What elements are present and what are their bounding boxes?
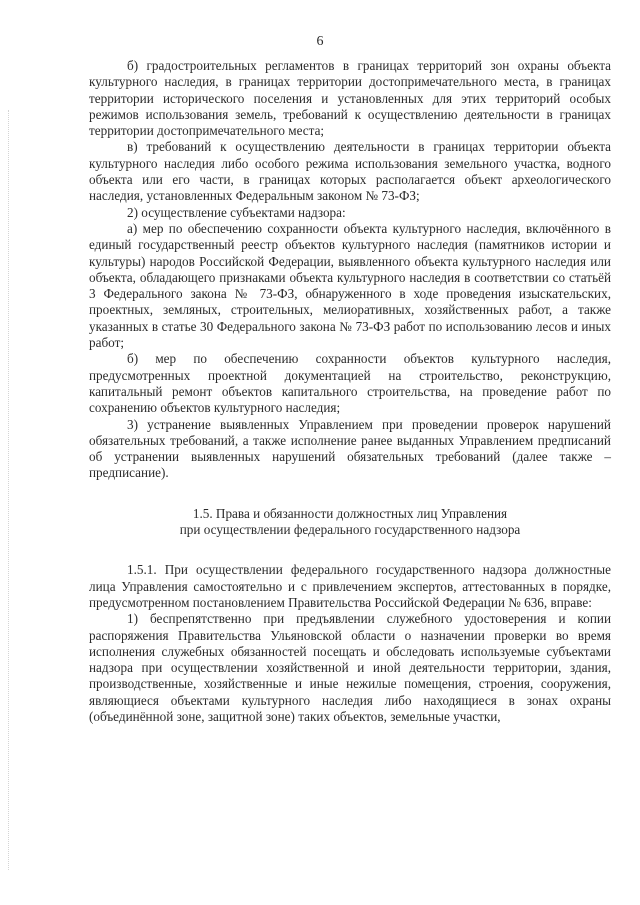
paragraph-b-project-measures: б) мер по обеспечению сохранности объектов культурного наследия, предусмотренных проектной документацией на строительство, реконструкцию, капитальный ремонт объектов капитального строительства, на проведение работ по сохранению объектов культурного наследия;: [89, 351, 611, 416]
section-heading-line1: 1.5. Права и обязанности должностных лиц Управления: [192, 505, 508, 521]
paragraph-3-violations-elimination: 3) устранение выявленных Управлением при проведении проверок нарушений обязательных требований, а также исполнение ранее выданных Управлением предписаний об устранении выявленных нарушений обязательных требований (далее также – предписание).: [89, 416, 611, 481]
document-body: [89, 58, 611, 725]
page-number: 6: [316, 34, 324, 49]
paragraph-1-inspection-access: 1) беспрепятственно при предъявлении служебного удостоверения и копии распоряжения Правительства Ульяновской области о назначении проверки во время исполнения служебных обязанностей посещать и обследовать используемые субъектами надзора при осуществлении хозяйственной и иной деятельности территории, здания, производственные, хозяйственные и иные нежилые помещения, строения, сооружения, являющиеся объектами культурного наследия либо находящиеся в зонах охраны (объединённой зоне, защитной зоне) таких объектов, земельные участки,: [89, 611, 611, 724]
paragraph-v-activity-requirements: в) требований к осуществлению деятельности в границах территории объекта культурного наследия либо особого режима использования земельного участка, водного объекта или его части, в границах которых располагается объект археологического наследия, установленных Федеральным законом № 73-ФЗ;: [89, 139, 611, 204]
paragraph-b-urban-regulations: б) градостроительных регламентов в границах территорий зон охраны объекта культурного наследия, в границах территории достопримечательного места, в границах территории исторического поселения и установленных для этих территорий особых режимов использования земель, требований к осуществлению деятельности в границах территории достопримечательного места;: [89, 58, 611, 139]
section-heading-line2: при осуществлении федерального государственного надзора: [179, 522, 521, 538]
paragraph-2-subjects-compliance: 2) осуществление субъектами надзора:: [127, 204, 346, 220]
scan-margin-dots: [8, 110, 10, 870]
paragraph-a-preservation-measures: а) мер по обеспечению сохранности объекта культурного наследия, включённого в единый государственный реестр объектов культурного наследия (памятников истории и культуры) народов Российской Федерации, выявленного объекта культурного наследия или объекта, обладающего признаками объекта культурного наследия в соответствии со статьёй 3 Федерального закона № 73-ФЗ, обнаруженного в ходе проведения изыскательских, проектных, земляных, строительных, мелиоративных, хозяйственных работ, а также указанных в статье 30 Федерального закона № 73-ФЗ работ по использованию лесов и иных работ;: [89, 220, 611, 351]
paragraph-1-5-1-rights: 1.5.1. При осуществлении федерального государственного надзора должностные лица Управления самостоятельно и с привлечением экспертов, аттестованных в порядке, предусмотренном постановлением Правительства Российской Федерации № 636, вправе:: [89, 562, 611, 610]
